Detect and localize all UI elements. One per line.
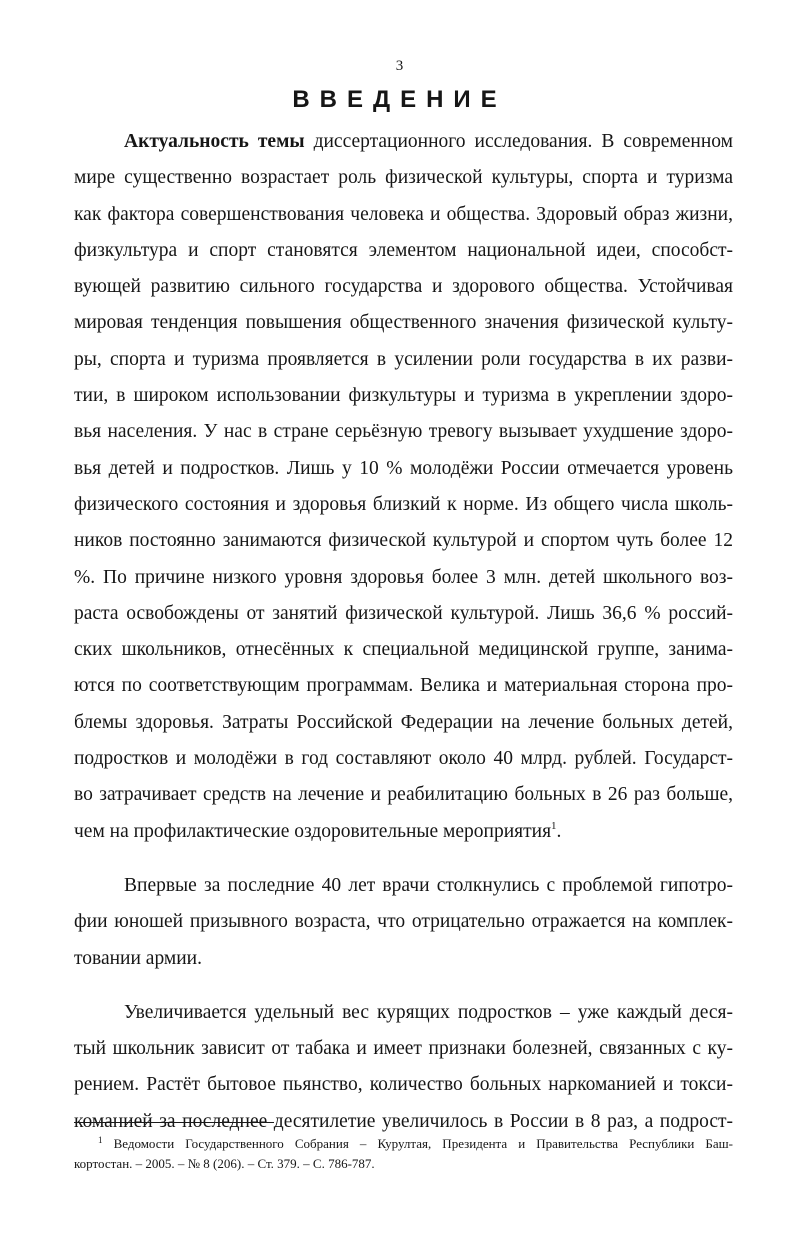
paragraph-3 [74,995,733,1140]
footnote-reference: 1 [551,819,557,832]
text-line: рением. Растёт бытовое пьянство, количество больных наркоманией и токси- [74,1074,733,1096]
text-line: команией за последнее десятилетие увеличилось в России в 8 раз, а подрост- [74,1110,733,1132]
text-line: во затрачивает средств на лечение и реабилитацию больных в 26 раз больше, [74,784,733,806]
text-line: ских школьников, отнесённых к специальной медицинской группе, занима- [74,639,733,661]
text-line: раста освобождены от занятий физической культурой. Лишь 36,6 % россий- [74,602,733,624]
footnote-separator [74,1122,274,1123]
footnote [74,1134,733,1174]
text-line: вующей развитию сильного государства и здорового общества. Устойчивая [74,276,733,298]
text-line: Впервые за последние 40 лет врачи столкнулись с проблемой гипотро- [124,874,733,896]
text-line: тии, в широком использовании физкультуры и туризма в укреплении здоро- [74,385,733,407]
main-text [74,124,733,1140]
text-line: физкультура и спорт становятся элементом национальной идеи, способст- [74,239,733,261]
text-line: ются по соответствующим программам. Велика и материальная сторона про- [74,675,733,697]
text-line: Увеличивается удельный вес курящих подростков – уже каждый деся- [124,1001,733,1023]
text-line: тый школьник зависит от табака и имеет признаки болезней, связанных с ку- [74,1038,733,1060]
section-heading: ВВЕДЕНИЕ [292,86,507,113]
text-line: мировая тенденция повышения общественного значения физической культу- [74,312,733,334]
text-line: подростков и молодёжи в год составляют около 40 млрд. рублей. Государст- [74,748,733,770]
text-line: мире существенно возрастает роль физической культуры, спорта и туризма [74,167,733,189]
text-line: ры, спорта и туризма проявляется в усилении роли государства в их разви- [74,348,733,370]
text-line: вья детей и подростков. Лишь у 10 % молодёжи России отмечается уровень [74,457,733,479]
text-line: %. По причине низкого уровня здоровья более 3 млн. детей школьного воз- [74,566,733,588]
text-line: как фактора совершенствования человека и общества. Здоровый образ жизни, [74,203,733,225]
text-line: блемы здоровья. Затраты Российской Федерации на лечение больных детей, [74,711,733,733]
text-line: вья населения. У нас в стране серьёзную тревогу вызывает ухудшение здоро- [74,421,733,443]
text-line: товании армии. [74,947,202,969]
paragraph-1 [74,124,733,850]
footnote-line: $^1$ Ведомости Государственного Собрания – Курултая, Президента и Правительства Республики Баш- [98,1135,733,1151]
footnote-line: кортостан. – 2005. – № 8 (206). – Ст. 379. – С. 786-787. [74,1156,375,1171]
text-line: фии юношей призывного возраста, что отрицательно отражается на комплек- [74,911,733,933]
page-number: 3 [395,58,404,74]
text-line: чем на профилактические оздоровительные мероприятия$^1$. [74,819,562,842]
text-line: физического состояния и здоровья близкий к норме. Из общего числа школь- [74,493,733,515]
text-line: ников постоянно занимаются физической культурой и спортом чуть более 12 [74,530,733,552]
text-line: Актуальность темы диссертационного исследования. В современном [124,131,734,152]
bold-lead: Актуальность темы [124,131,305,152]
paragraph-2 [74,868,733,977]
footnote-mark: 1 [98,1135,103,1145]
